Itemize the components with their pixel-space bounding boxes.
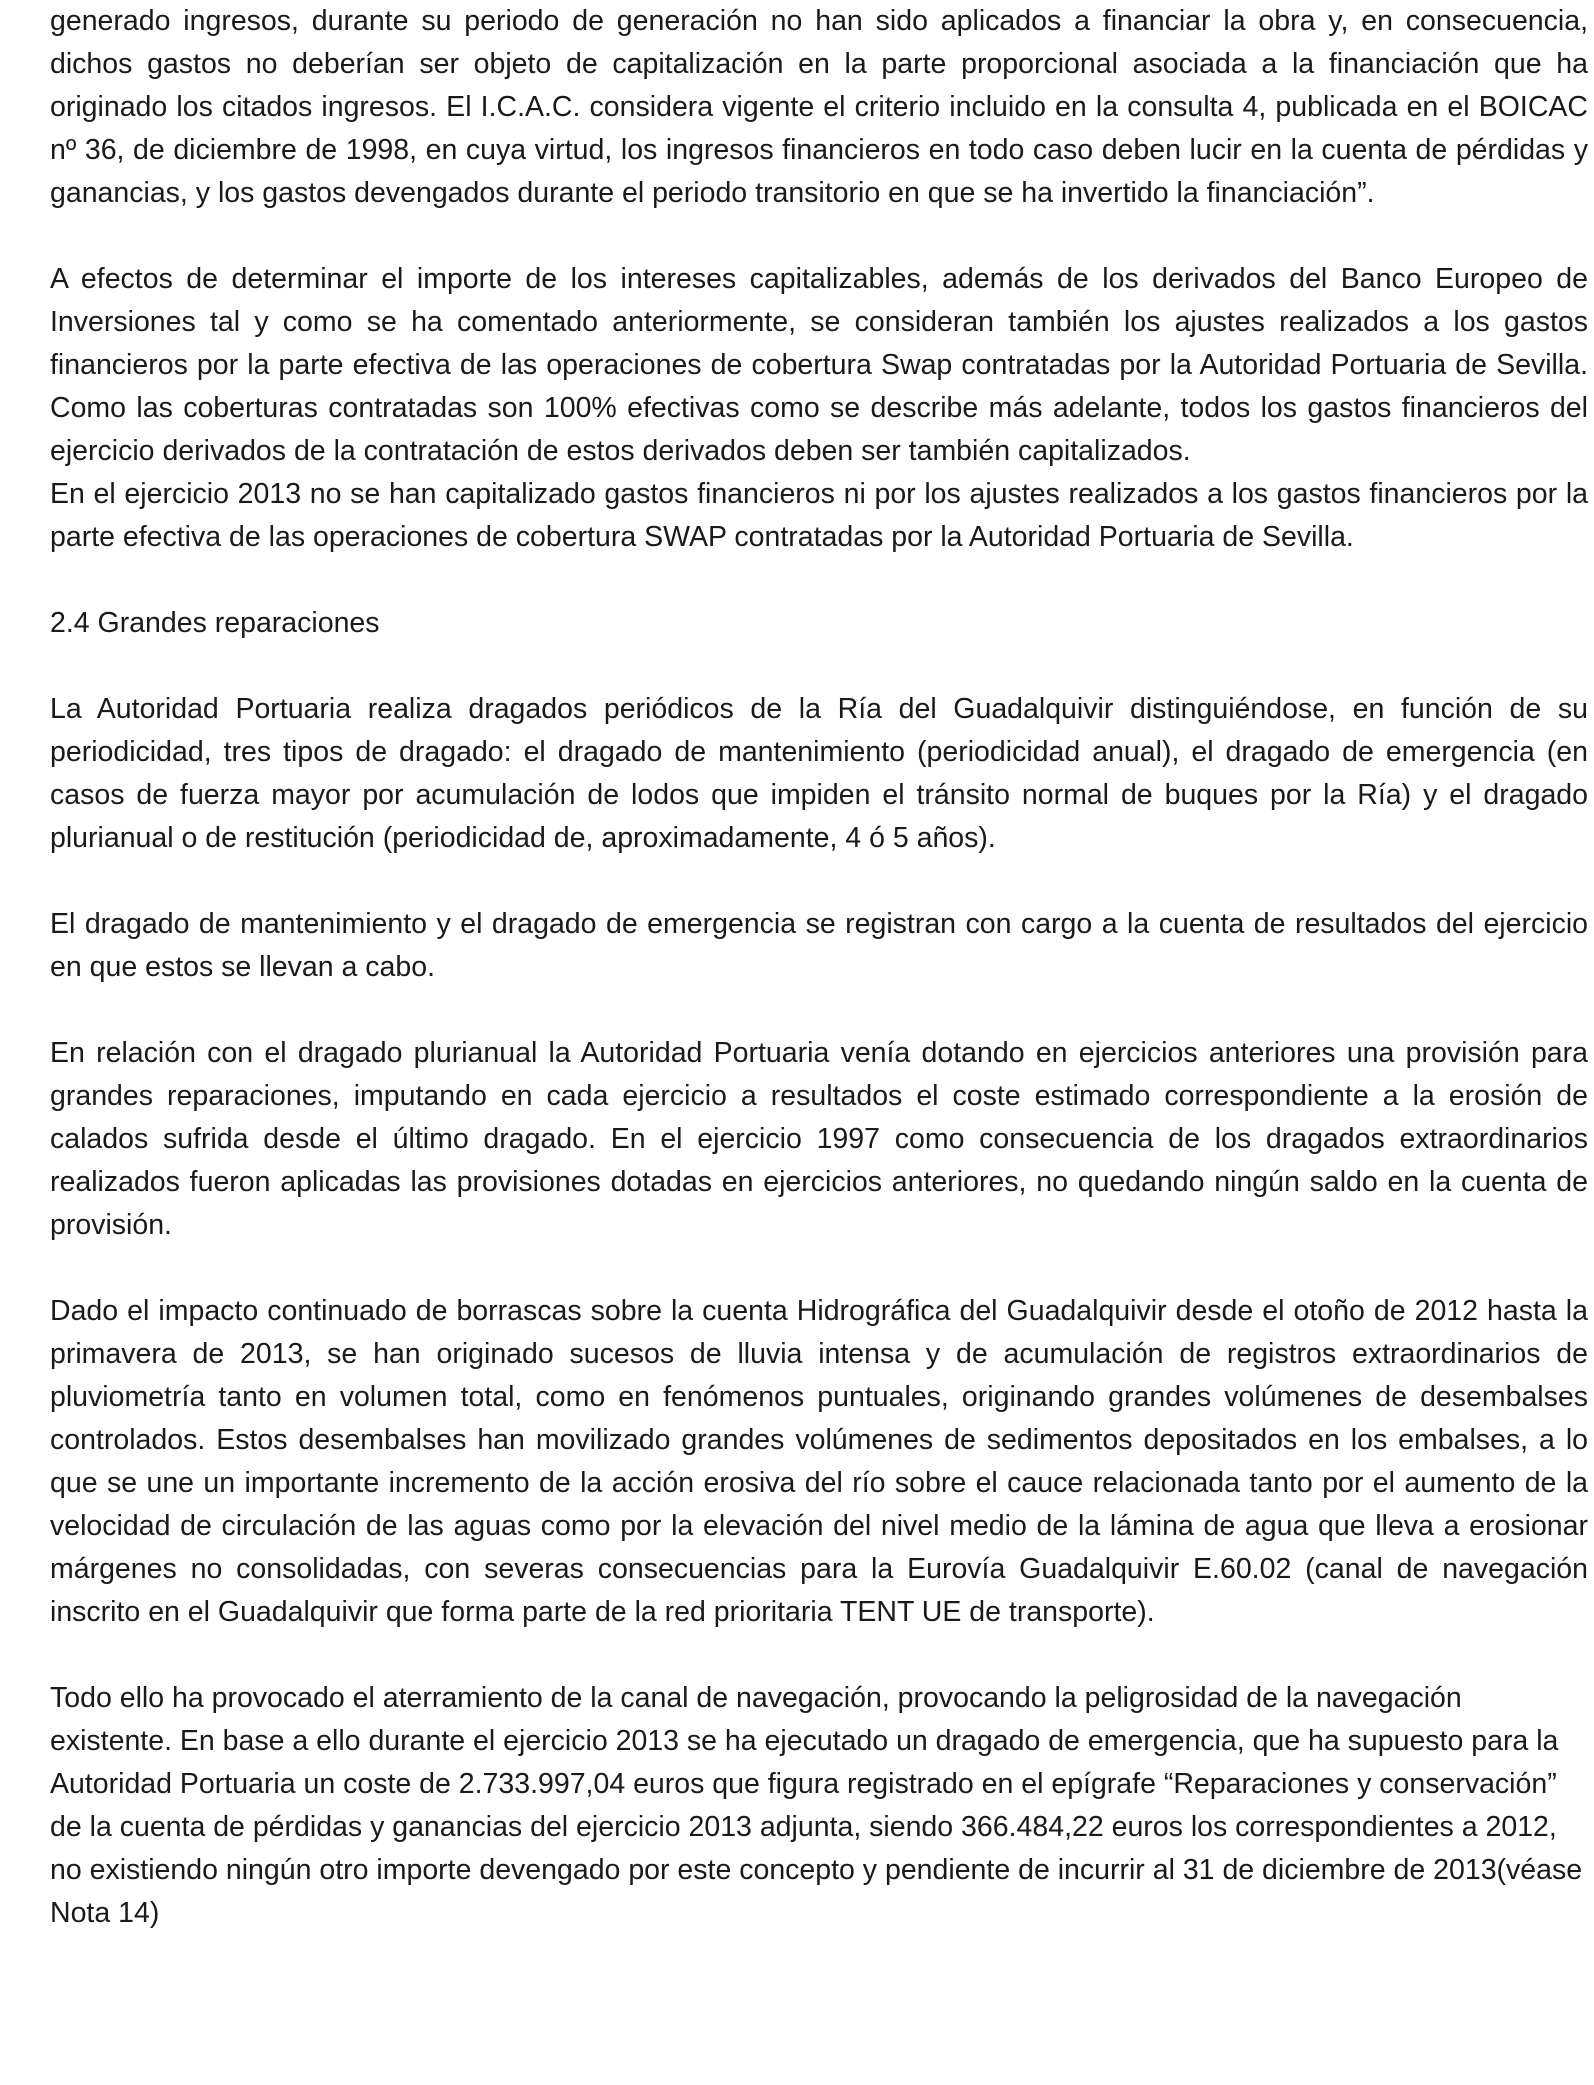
document-page bbox=[50, 0, 1588, 1935]
paragraph-emergency-dredging-cost: Todo ello ha provocado el aterramiento de la canal de navegación, provocando la peligrosidad de la navegación existente. En base a ello durante el ejercicio 2013 se ha ejecutado un dragado de emergencia, que ha supuesto para la Autoridad Portuaria un coste de 2.733.997,04 euros que figura registrado en el epígrafe “Reparaciones y conservación” de la cuenta de pérdidas y ganancias del ejercicio 2013 adjunta, siendo 366.484,22 euros los correspondientes a 2012, no existiendo ningún otro importe devengado por este concepto y pendiente de incurrir al 31 de diciembre de 2013(véase Nota 14) bbox=[50, 1682, 1583, 1929]
paragraph-dredging-types: La Autoridad Portuaria realiza dragados periódicos de la Ría del Guadalquivir distinguiéndose, en función de su periodicidad, tres tipos de dragado: el dragado de mantenimiento (periodicidad anual), el dragado de emergencia (en casos de fuerza mayor por acumulación de lodos que impiden el tránsito normal de buques por la Ría) y el dragado plurianual o de restitución (periodicidad de, aproximadamente, 4 ó 5 años). bbox=[50, 693, 1588, 854]
paragraph-multiyear-dredging: En relación con el dragado plurianual la Autoridad Portuaria venía dotando en ejercicios anteriores una provisión para grandes reparaciones, imputando en cada ejercicio a resultados el coste estimado correspondiente a la erosión de calados sufrida desde el último dragado. En el ejercicio 1997 como consecuencia de los dragados extraordinarios realizados fueron aplicadas las provisiones dotadas en ejercicios anteriores, no quedando ningún saldo en la cuenta de provisión. bbox=[50, 1037, 1588, 1241]
section-heading: 2.4 Grandes reparaciones bbox=[50, 607, 380, 639]
paragraph-capitalizable-interest: A efectos de determinar el importe de los intereses capitalizables, además de los derivados del Banco Europeo de Inversiones tal y como se ha comentado anteriormente, se consideran también los ajustes realizados a los gastos financieros por la parte efectiva de las operaciones de cobertura Swap contratadas por la Autoridad Portuaria de Sevilla. Como las coberturas contratadas son 100% efectivas como se describe más adelante, todos los gastos financieros del ejercicio derivados de la contratación de estos derivados deben ser también capitalizados. bbox=[50, 263, 1588, 467]
paragraph-2013-no-capitalization: En el ejercicio 2013 no se han capitalizado gastos financieros ni por los ajustes realizados a los gastos financieros por la parte efectiva de las operaciones de cobertura SWAP contratadas por la Autoridad Portuaria de Sevilla. bbox=[50, 478, 1588, 553]
paragraph-storm-impact: Dado el impacto continuado de borrascas sobre la cuenta Hidrográfica del Guadalquivir desde el otoño de 2012 hasta la primavera de 2013, se han originado sucesos de lluvia intensa y de acumulación de registros extraordinarios de pluviometría tanto en volumen total, como en fenómenos puntuales, originando grandes volúmenes de desembalses controlados. Estos desembalses han movilizado grandes volúmenes de sedimentos depositados en los embalses, a lo que se une un importante incremento de la acción erosiva del río sobre el cauce relacionada tanto por el aumento de la velocidad de circulación de las aguas como por la elevación del nivel medio de la lámina de agua que lleva a erosionar márgenes no consolidadas, con severas consecuencias para la Eurovía Guadalquivir E.60.02 (canal de navegación inscrito en el Guadalquivir que forma parte de la red prioritaria TENT UE de transporte). bbox=[50, 1295, 1588, 1628]
paragraph-capitalization-criteria: generado ingresos, durante su periodo de generación no han sido aplicados a financiar la obra y, en consecuencia, dichos gastos no deberían ser objeto de capitalización en la parte proporcional asociada a la financiación que ha originado los citados ingresos. El I.C.A.C. considera vigente el criterio incluido en la consulta 4, publicada en el BOICAC nº 36, de diciembre de 1998, en cuya virtud, los ingresos financieros en todo caso deben lucir en la cuenta de pérdidas y ganancias, y los gastos devengados durante el periodo transitorio en que se ha invertido la financiación”. bbox=[50, 5, 1588, 209]
paragraph-maintenance-dredging: El dragado de mantenimiento y el dragado de emergencia se registran con cargo a la cuenta de resultados del ejercicio en que estos se llevan a cabo. bbox=[50, 908, 1588, 983]
